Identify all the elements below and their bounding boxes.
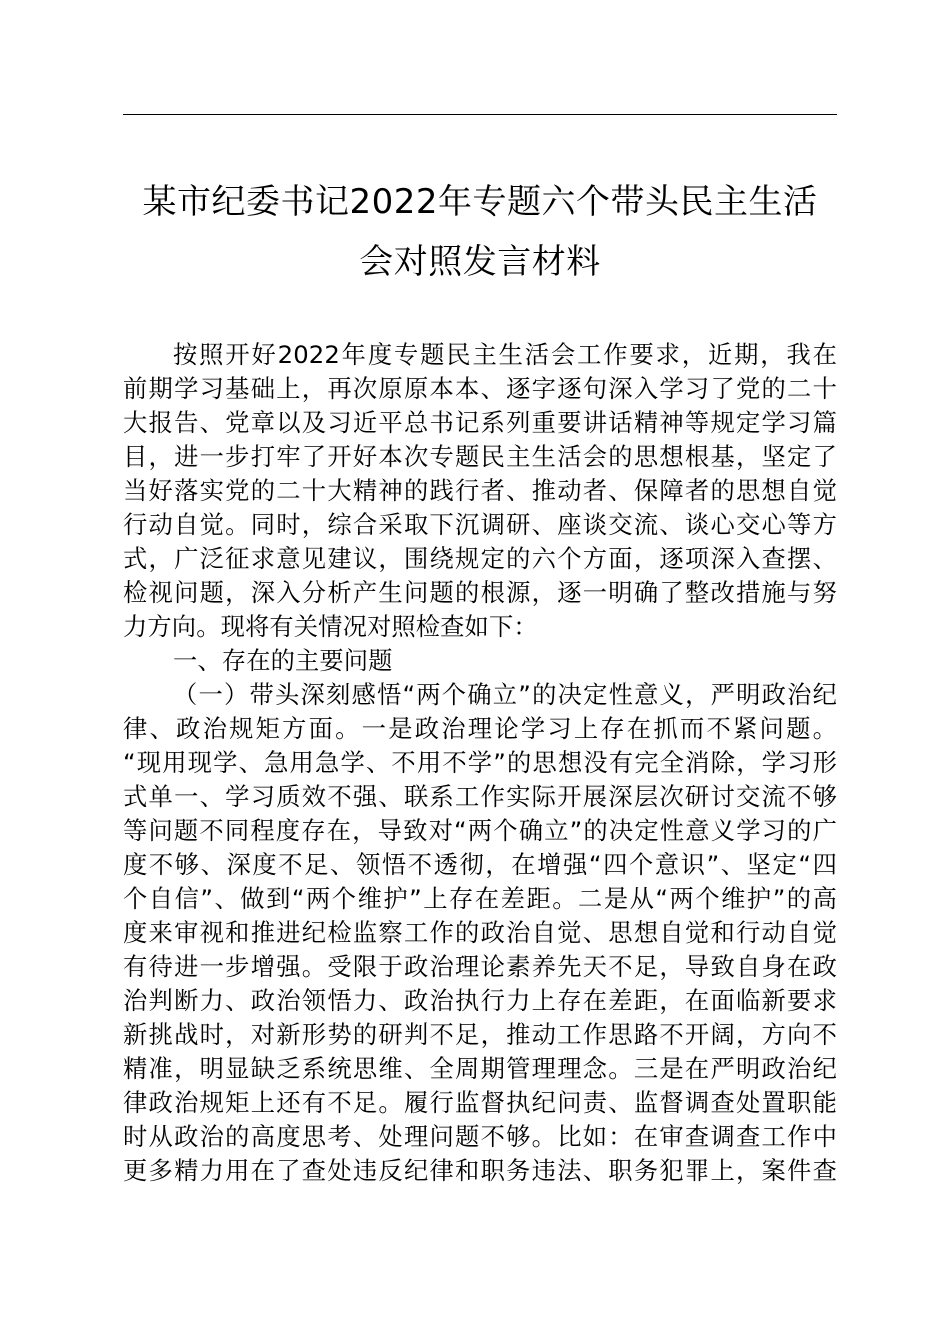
paragraph-line: （一）带头深刻感悟“两个确立”的决定性意义，严明政治纪 — [173, 680, 837, 709]
paragraph-line: 等问题不同程度存在，导致对“两个确立”的决定性意义学习的广 — [123, 816, 837, 845]
section-heading: 一、存在的主要问题 — [173, 646, 393, 675]
paragraph-line: 时从政治的高度思考、处理问题不够。比如：在审查调查工作中 — [123, 1122, 837, 1151]
paragraph-line: 有待进一步增强。受限于政治理论素养先天不足，导致自身在政 — [123, 952, 837, 981]
header-rule — [123, 114, 837, 115]
paragraph-line: 新挑战时，对新形势的研判不足，推动工作思路不开阔，方向不 — [123, 1020, 837, 1049]
paragraph-line: 前期学习基础上，再次原原本本、逐字逐句深入学习了党的二十 — [123, 374, 837, 403]
document-body — [123, 338, 837, 1188]
paragraph-line: 度不够、深度不足、领悟不透彻，在增强“四个意识”、坚定“四 — [123, 850, 837, 879]
paragraph-line: 更多精力用在了查处违反纪律和职务违法、职务犯罪上，案件查 — [123, 1156, 837, 1185]
paragraph-line: 当好落实党的二十大精神的践行者、推动者、保障者的思想自觉 — [123, 476, 837, 505]
paragraph-line: 目，进一步打牢了开好本次专题民主生活会的思想根基，坚定了 — [123, 442, 837, 471]
paragraph-line: 检视问题，深入分析产生问题的根源，逐一明确了整改措施与努 — [123, 578, 837, 607]
paragraph-line: 行动自觉。同时，综合采取下沉调研、座谈交流、谈心交心等方 — [123, 510, 837, 539]
title-line: 会对照发言材料 — [359, 242, 601, 282]
document-title — [123, 172, 837, 292]
title-line: 某市纪委书记2022年专题六个带头民主生活 — [142, 182, 818, 222]
paragraph-line: 律、政治规矩方面。一是政治理论学习上存在抓而不紧问题。 — [123, 714, 837, 743]
paragraph-line: 治判断力、政治领悟力、政治执行力上存在差距，在面临新要求 — [123, 986, 837, 1015]
paragraph-line: 精准，明显缺乏系统思维、全周期管理理念。三是在严明政治纪 — [123, 1054, 837, 1083]
paragraph-line: 式单一、学习质效不强、联系工作实际开展深层次研讨交流不够 — [123, 782, 837, 811]
paragraph-line: 律政治规矩上还有不足。履行监督执纪问责、监督调查处置职能 — [123, 1088, 837, 1117]
paragraph-line: 个自信”、做到“两个维护”上存在差距。二是从“两个维护”的高 — [123, 884, 837, 913]
paragraph-line: 力方向。现将有关情况对照检查如下： — [123, 612, 538, 641]
paragraph-line: 按照开好2022年度专题民主生活会工作要求，近期，我在 — [173, 340, 837, 369]
paragraph-line: 大报告、党章以及习近平总书记系列重要讲话精神等规定学习篇 — [123, 408, 837, 437]
paragraph-line: 式，广泛征求意见建议，围绕规定的六个方面，逐项深入查摆、 — [123, 544, 837, 573]
paragraph-line: “现用现学、急用急学、不用不学”的思想没有完全消除，学习形 — [123, 748, 837, 777]
paragraph-line: 度来审视和推进纪检监察工作的政治自觉、思想自觉和行动自觉 — [123, 918, 837, 947]
